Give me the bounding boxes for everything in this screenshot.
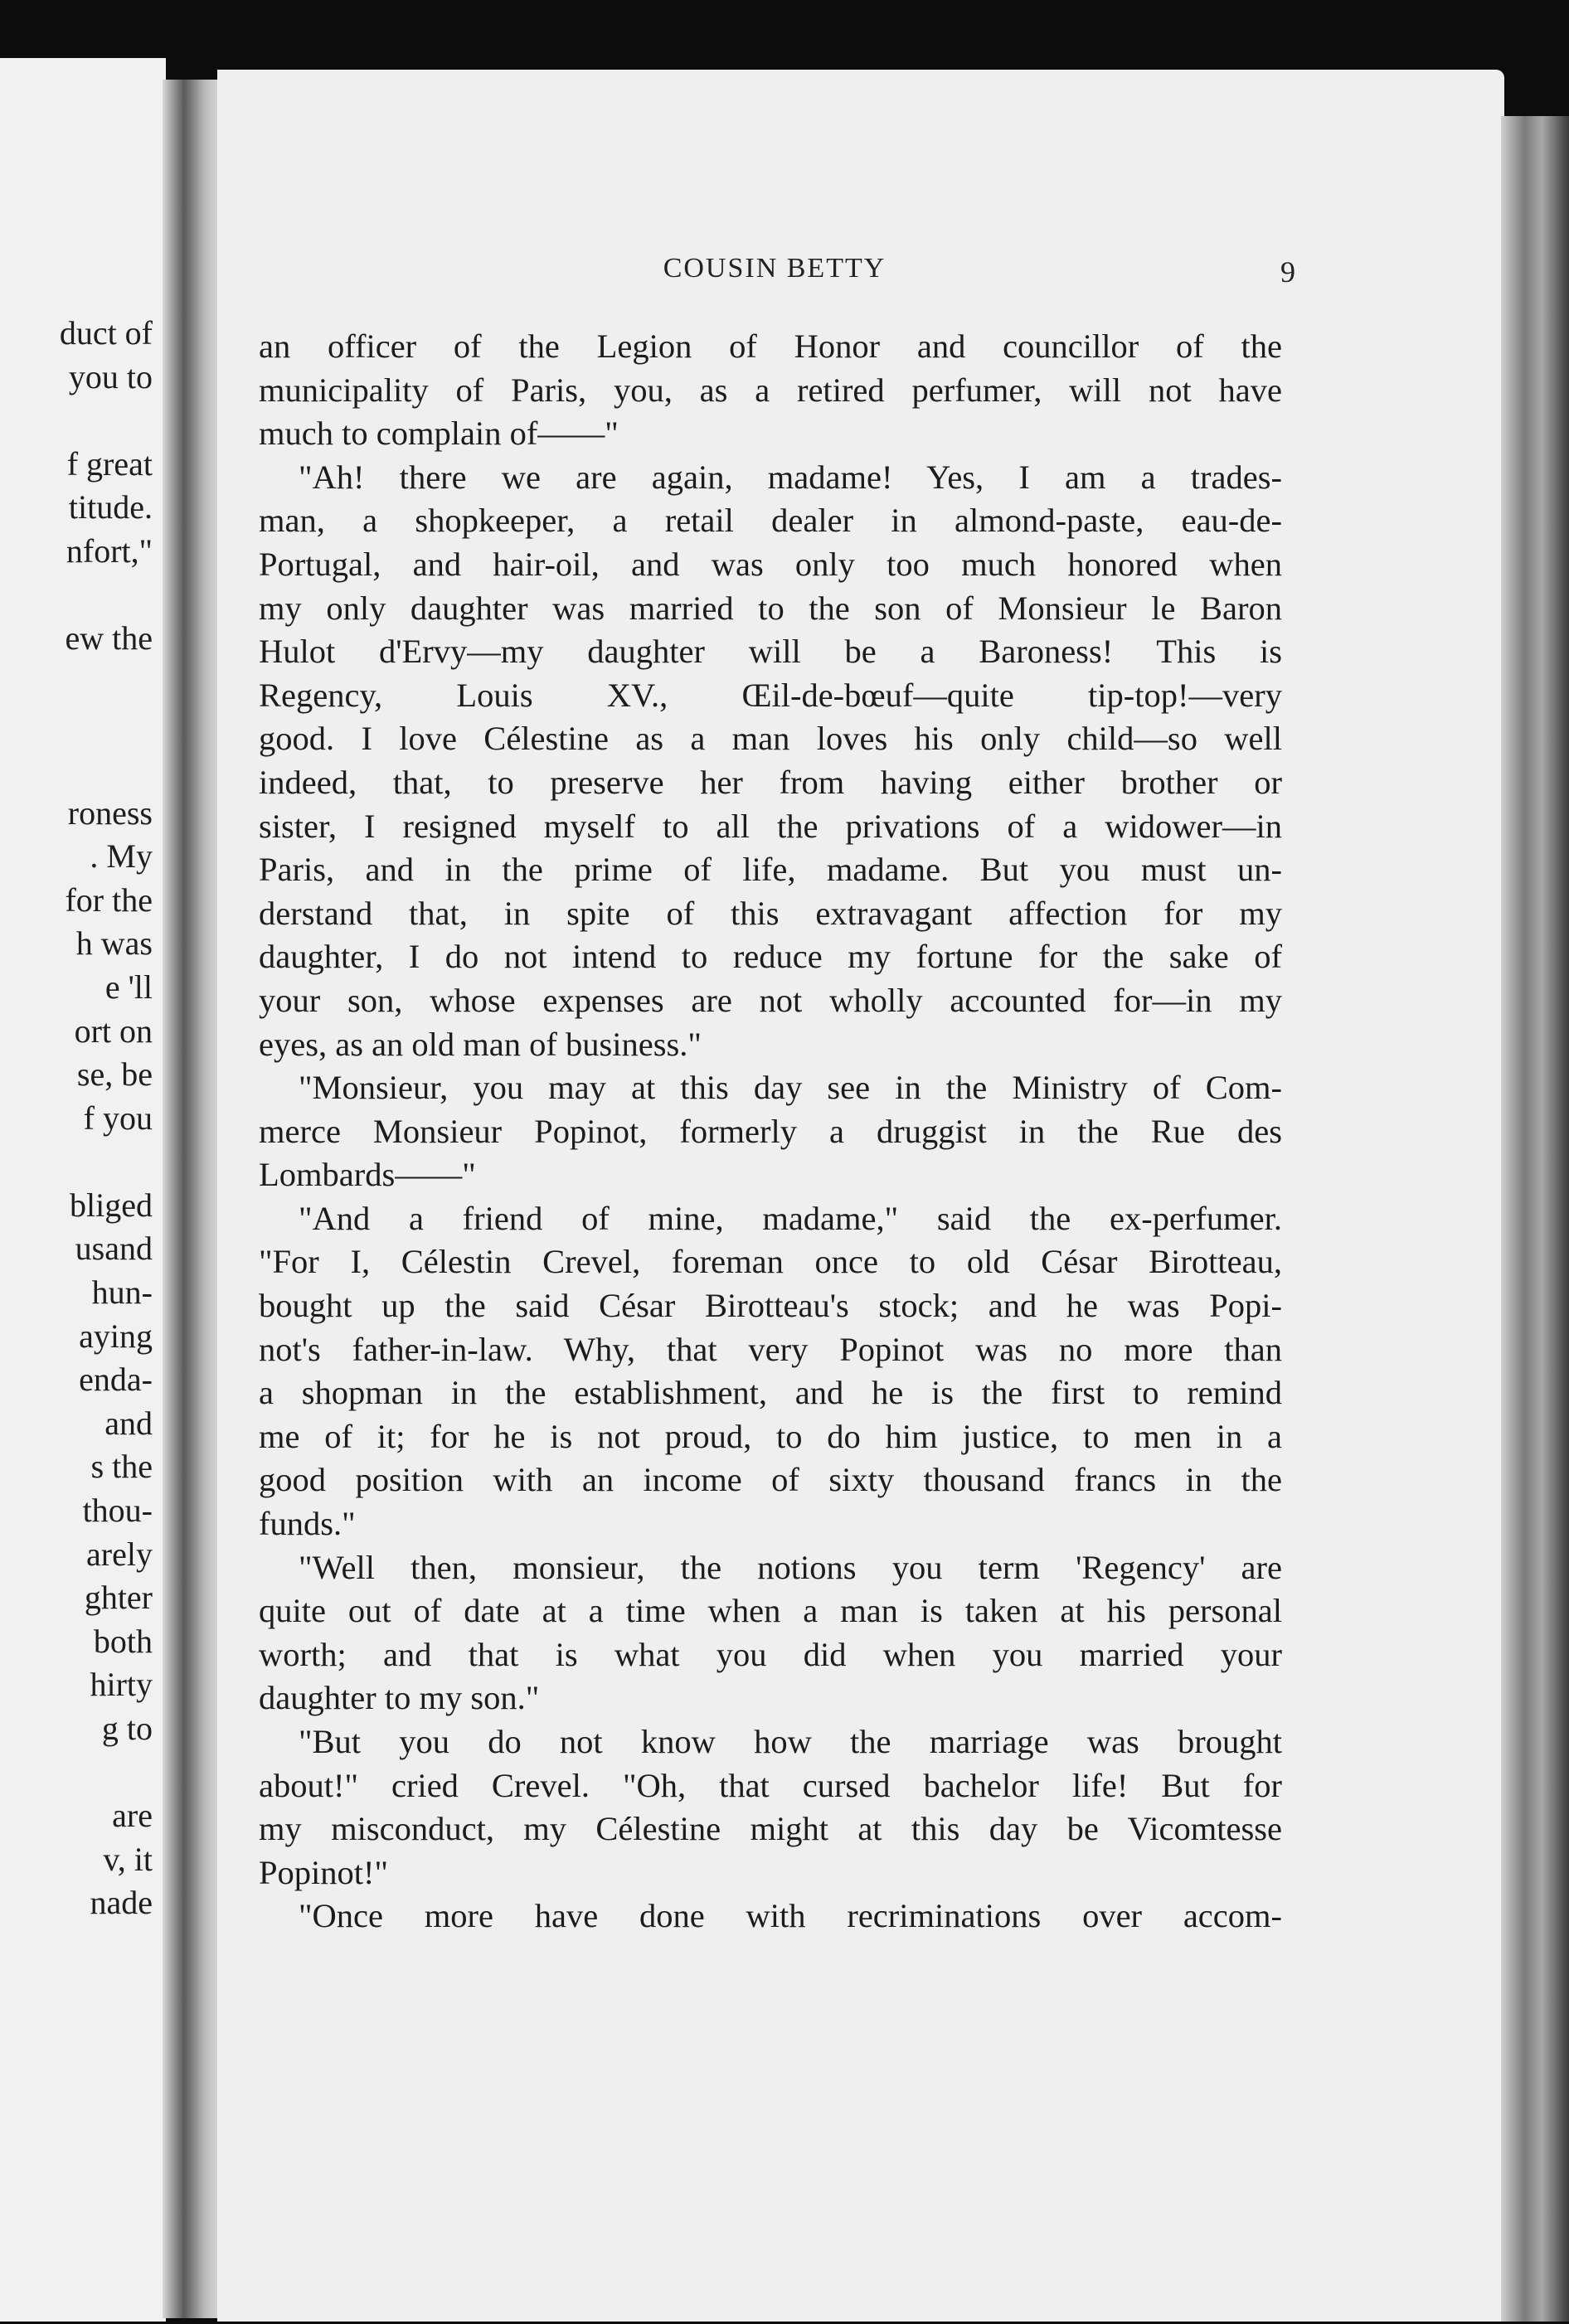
text-line: funds.": [259, 1505, 356, 1543]
text-line: not's father-in-law. Why, that very Popinot was no more than: [259, 1330, 1282, 1368]
text-line: "Ah! there we are again, madame! Yes, I am a trades-: [299, 458, 1282, 496]
left-page-fragment: nade: [90, 1884, 153, 1922]
left-page-text-fragments: [3, 312, 153, 1925]
left-page-fragment: g to: [101, 1710, 153, 1747]
text-line: daughter, I do not intend to reduce my fortune for the sake of: [259, 938, 1282, 976]
text-line: municipality of Paris, you, as a retired perfumer, will not have: [259, 371, 1282, 409]
text-line: merce Monsieur Popinot, formerly a druggist in the Rue des: [259, 1112, 1282, 1150]
left-page-fragment: ghter: [84, 1579, 153, 1617]
left-page-fragment: arely: [86, 1535, 153, 1573]
left-page-fragment: e 'll: [104, 968, 153, 1006]
left-page-fragment: f great: [66, 444, 153, 483]
text-line: bought up the said César Birotteau's stock; and he was Popi-: [259, 1287, 1282, 1325]
left-page-fragment: enda-: [79, 1361, 153, 1399]
left-page-fragment: are: [112, 1797, 153, 1835]
left-page-fragment: [3, 661, 153, 705]
text-line: Lombards——": [259, 1156, 476, 1194]
left-page-fragment: bliged: [70, 1186, 153, 1224]
left-page-fragment: s the: [90, 1448, 153, 1486]
text-line: "And a friend of mine, madame," said the ex-perfumer.: [299, 1199, 1282, 1237]
text-line: derstand that, in spite of this extravagant affection for my: [259, 894, 1282, 932]
running-title: COUSIN BETTY: [663, 253, 887, 284]
text-line: good position with an income of sixty thousand francs in the: [259, 1461, 1282, 1499]
text-line: a shopman in the establishment, and he is the first to remind: [259, 1374, 1282, 1412]
left-page-fragment: titude.: [68, 488, 153, 526]
text-line: Regency, Louis XV., Œil-de-bœuf—quite tip-top!—very: [259, 676, 1282, 714]
text-line: worth; and that is what you did when you married your: [259, 1635, 1282, 1673]
text-line: "Well then, monsieur, the notions you term 'Regency' are: [299, 1548, 1282, 1586]
text-line: Paris, and in the prime of life, madame. But you must un-: [259, 851, 1282, 889]
left-page-fragment: hirty: [90, 1666, 153, 1704]
text-line: "But you do not know how the marriage was brought: [299, 1723, 1282, 1760]
left-page-fragment: ort on: [74, 1012, 153, 1050]
left-page-fragment: [3, 399, 153, 443]
text-line: eyes, as an old man of business.": [259, 1025, 702, 1063]
left-facing-page: [0, 58, 166, 2322]
left-page-fragment: you to: [68, 357, 153, 395]
left-page-fragment: [3, 748, 153, 792]
text-line: Portugal, and hair-oil, and was only too much honored when: [259, 545, 1282, 583]
left-page-fragment: . My: [90, 837, 153, 876]
left-page-fragment: h was: [75, 924, 153, 963]
left-page-fragment: hun-: [91, 1274, 153, 1312]
left-page-fragment: v, it: [103, 1840, 153, 1878]
left-page-fragment: both: [93, 1622, 153, 1660]
text-line: "Once more have done with recriminations over accom-: [299, 1897, 1282, 1935]
page-number: 9: [1280, 255, 1295, 289]
page-edge-shadow: [1501, 116, 1569, 2322]
text-line: daughter to my son.": [259, 1679, 540, 1717]
text-line: about!" cried Crevel. "Oh, that cursed bachelor life! But for: [259, 1766, 1282, 1804]
text-line: man, a shopkeeper, a retail dealer in almond-paste, eau-de-: [259, 502, 1282, 540]
left-page-fragment: f you: [83, 1099, 153, 1137]
left-page-fragment: [3, 1751, 153, 1795]
left-page-fragment: roness: [67, 793, 153, 832]
text-line: Popinot!": [259, 1853, 389, 1891]
left-page-fragment: aying: [79, 1317, 153, 1355]
left-page-fragment: for the: [65, 881, 153, 919]
text-line: your son, whose expenses are not wholly accounted for—in my: [259, 981, 1282, 1019]
left-page-fragment: [3, 704, 153, 748]
text-line: "Monsieur, you may at this day see in the Ministry of Com-: [299, 1069, 1282, 1107]
left-page-fragment: nfort,": [66, 531, 153, 570]
left-page-fragment: usand: [75, 1230, 153, 1268]
page-header: [259, 253, 1295, 293]
text-line: quite out of date at a time when a man is taken at his personal: [259, 1592, 1282, 1630]
left-page-fragment: [3, 1140, 153, 1184]
text-line: good. I love Célestine as a man loves his only child—so well: [259, 720, 1282, 758]
left-page-fragment: and: [104, 1404, 153, 1442]
left-page-fragment: thou-: [82, 1492, 153, 1530]
left-page-fragment: [3, 574, 153, 618]
text-line: much to complain of——": [259, 415, 619, 453]
text-line: Hulot d'Ervy—my daughter will be a Baroness! This is: [259, 633, 1282, 671]
text-line: my misconduct, my Célestine might at this day be Vicomtesse: [259, 1810, 1282, 1848]
left-page-fragment: ew the: [65, 619, 153, 657]
text-line: "For I, Célestin Crevel, foreman once to old César Birotteau,: [259, 1243, 1282, 1281]
text-line: my only daughter was married to the son of Monsieur le Baron: [259, 589, 1282, 627]
text-line: me of it; for he is not proud, to do him justice, to men in a: [259, 1417, 1282, 1455]
text-line: indeed, that, to preserve her from having either brother or: [259, 763, 1282, 801]
text-line: sister, I resigned myself to all the privations of a widower—in: [259, 807, 1282, 845]
left-page-fragment: se, be: [76, 1055, 153, 1094]
text-line: an officer of the Legion of Honor and councillor of the: [259, 327, 1282, 365]
left-page-fragment: duct of: [59, 314, 153, 352]
body-text: [259, 325, 1282, 1938]
